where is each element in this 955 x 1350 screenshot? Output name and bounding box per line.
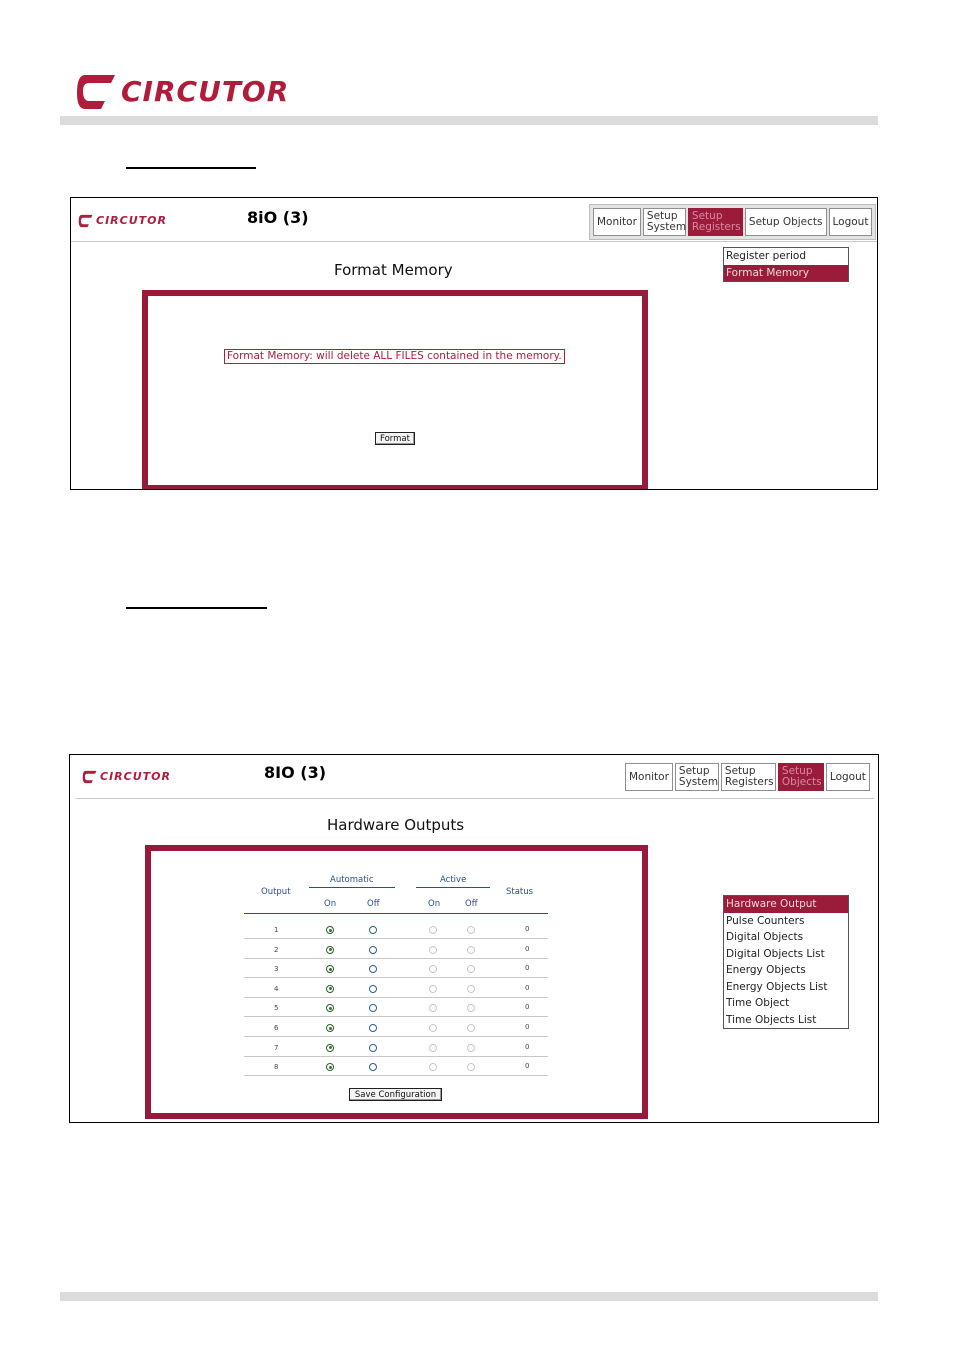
col-output: Output — [261, 887, 291, 897]
circutor-logo-icon — [82, 769, 98, 785]
format-memory-screenshot — [70, 197, 878, 490]
table-row — [244, 920, 548, 939]
main-nav — [589, 204, 876, 240]
circutor-logo — [75, 71, 305, 113]
output-status: 0 — [525, 964, 530, 973]
automatic-off-radio[interactable] — [369, 965, 377, 973]
active-off-radio — [467, 985, 475, 993]
output-number: 1 — [274, 926, 279, 934]
automatic-on-radio[interactable] — [326, 946, 334, 954]
output-status: 0 — [525, 1062, 530, 1071]
automatic-on-radio[interactable] — [326, 1004, 334, 1012]
automatic-off-radio[interactable] — [369, 1004, 377, 1012]
automatic-off-radio[interactable] — [369, 1044, 377, 1052]
nav-logout[interactable]: Logout — [829, 208, 873, 236]
automatic-off-radio[interactable] — [369, 946, 377, 954]
outputs-table — [244, 872, 548, 1082]
page-title: Format Memory — [334, 261, 453, 279]
automatic-off-radio[interactable] — [369, 1063, 377, 1071]
active-on-radio — [429, 946, 437, 954]
output-number: 6 — [274, 1024, 279, 1032]
col-auto-off: Off — [367, 899, 380, 909]
active-off-radio — [467, 1063, 475, 1071]
side-item-pulse-counters[interactable]: Pulse Counters — [726, 914, 805, 927]
side-item-digital-objects[interactable]: Digital Objects — [726, 931, 804, 943]
top-bar — [76, 755, 874, 799]
automatic-on-radio[interactable] — [326, 926, 334, 934]
side-item-time-objects-list[interactable]: Time Objects List — [726, 1013, 817, 1026]
table-row — [244, 1038, 548, 1057]
top-bar — [71, 198, 877, 242]
active-off-radio — [467, 1004, 475, 1012]
active-off-radio — [467, 965, 475, 973]
output-number: 2 — [274, 945, 279, 954]
active-on-radio — [429, 985, 437, 993]
col-active-off: Off — [465, 899, 478, 909]
automatic-on-radio[interactable] — [326, 985, 334, 993]
output-number: 5 — [274, 1004, 279, 1013]
active-on-radio — [429, 1063, 437, 1071]
automatic-on-radio[interactable] — [326, 965, 334, 973]
outputs-panel — [145, 845, 648, 1119]
main-nav — [622, 760, 873, 794]
side-menu — [723, 895, 849, 1029]
page-title: Hardware Outputs — [327, 816, 465, 834]
nav-setup-system[interactable]: Setup System — [675, 763, 719, 791]
col-active-on: On — [428, 899, 441, 909]
nav-setup-registers[interactable]: Setup Registers — [721, 763, 776, 791]
nav-setup-objects[interactable]: Setup Objects — [778, 763, 824, 791]
nav-setup-registers[interactable]: Setup Registers — [688, 208, 743, 236]
side-item-register-period[interactable]: Register period — [726, 250, 807, 262]
active-on-radio — [429, 1004, 437, 1012]
active-on-radio — [429, 1024, 437, 1032]
output-status: 0 — [525, 944, 530, 953]
hardware-outputs-screenshot — [69, 754, 879, 1123]
table-row — [244, 959, 548, 978]
output-status: 0 — [525, 1023, 530, 1031]
output-number: 4 — [274, 984, 279, 993]
side-item-hardware-output[interactable]: Hardware Output — [724, 896, 848, 913]
side-item-energy-objects[interactable]: Energy Objects — [726, 964, 806, 976]
nav-logout[interactable]: Logout — [826, 763, 870, 791]
device-title: 8iO (3) — [247, 208, 309, 227]
nav-monitor[interactable]: Monitor — [625, 763, 673, 791]
output-number: 3 — [274, 965, 279, 974]
automatic-on-radio[interactable] — [326, 1024, 334, 1032]
side-item-energy-objects-list[interactable]: Energy Objects List — [726, 980, 828, 993]
footer-divider — [60, 1292, 878, 1301]
table-row — [244, 998, 548, 1017]
col-status: Status — [506, 887, 534, 897]
active-off-radio — [467, 1044, 475, 1052]
circutor-logo-icon — [78, 213, 94, 229]
automatic-divider — [309, 887, 395, 888]
section-underline-2 — [126, 607, 267, 609]
active-off-radio — [467, 1024, 475, 1032]
brand-name: CIRCUTOR — [96, 214, 167, 227]
side-item-time-object[interactable]: Time Object — [726, 997, 790, 1009]
active-off-radio — [467, 946, 475, 954]
active-on-radio — [429, 965, 437, 973]
table-row — [244, 1018, 548, 1037]
format-warning: Format Memory: will delete ALL FILES contained in the memory. — [224, 349, 565, 364]
active-off-radio — [467, 926, 475, 934]
col-active: Active — [440, 875, 467, 885]
active-on-radio — [429, 926, 437, 934]
table-row — [244, 979, 548, 998]
save-configuration-button[interactable]: Save Configuration — [349, 1088, 442, 1101]
automatic-on-radio[interactable] — [326, 1063, 334, 1071]
output-status: 0 — [525, 1042, 530, 1051]
output-status: 0 — [525, 925, 530, 933]
section-underline-1 — [126, 167, 256, 169]
nav-setup-objects[interactable]: Setup Objects — [745, 208, 827, 236]
row-divider — [244, 1075, 548, 1076]
automatic-off-radio[interactable] — [369, 926, 377, 934]
output-number: 7 — [274, 1043, 279, 1052]
circutor-small-logo — [82, 769, 182, 785]
table-row — [244, 940, 548, 959]
output-number: 8 — [274, 1063, 279, 1072]
nav-setup-system[interactable]: Setup System — [643, 208, 686, 236]
active-divider — [416, 887, 490, 888]
brand-name: CIRCUTOR — [100, 770, 171, 783]
side-item-format-memory[interactable]: Format Memory — [724, 265, 848, 282]
header-divider — [60, 116, 878, 125]
col-auto-on: On — [324, 899, 337, 909]
active-on-radio — [429, 1044, 437, 1052]
side-menu — [723, 247, 849, 282]
automatic-on-radio[interactable] — [326, 1044, 334, 1052]
format-panel — [142, 290, 648, 490]
automatic-off-radio[interactable] — [369, 1024, 377, 1032]
automatic-off-radio[interactable] — [369, 985, 377, 993]
output-status: 0 — [525, 983, 530, 992]
device-title: 8IO (3) — [264, 763, 327, 782]
col-automatic: Automatic — [330, 875, 374, 885]
format-button[interactable]: Format — [375, 432, 415, 445]
brand-name: CIRCUTOR — [121, 75, 290, 108]
circutor-logo-icon — [75, 71, 119, 113]
side-item-digital-objects-list[interactable]: Digital Objects List — [726, 947, 825, 960]
nav-monitor[interactable]: Monitor — [593, 208, 641, 236]
output-status: 0 — [525, 1003, 530, 1012]
circutor-small-logo — [78, 213, 178, 229]
table-row — [244, 1057, 548, 1076]
header-divider — [244, 913, 548, 914]
